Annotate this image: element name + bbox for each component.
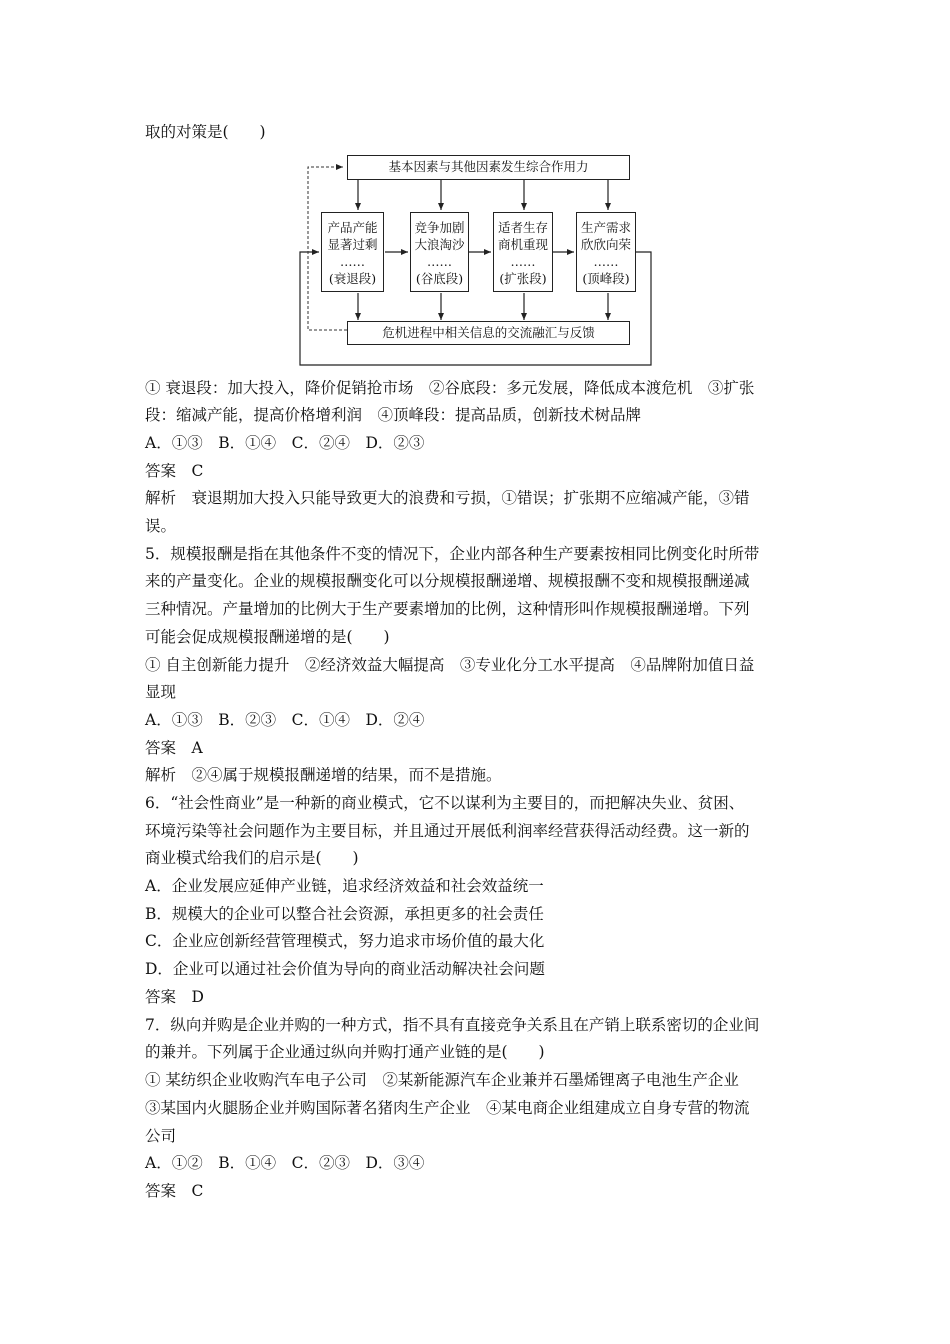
q5-stem-line2: 来的产量变化。企业的规模报酬变化可以分规模报酬递增、规模报酬不变和规模报酬递减 [145, 572, 750, 590]
stage-box-decline [321, 212, 384, 292]
q6-option-b: B．规模大的企业可以整合社会资源，承担更多的社会责任 [145, 905, 544, 923]
q6-option-d: D．企业可以通过社会价值为导向的商业活动解决社会问题 [145, 960, 545, 978]
q5-stem-line4: 可能会促成规模报酬递增的是( ) [145, 628, 390, 646]
q4-choices: A．①③ B．①④ C．②④ D．②③ [145, 434, 425, 452]
stage-line1: 适者生存 [497, 220, 548, 235]
q6-stem-line3: 商业模式给我们的启示是( ) [145, 849, 359, 867]
q4-analysis-line1: 解析 衰退期加大投入只能导致更大的浪费和亏损，①错误；扩张期不应缩减产能，③错 [145, 489, 750, 507]
economic-cycle-diagram [295, 150, 665, 370]
stage-line1: 竞争加剧 [414, 220, 465, 235]
q5-options-line2: 显现 [145, 683, 177, 701]
bottom-box [347, 321, 630, 345]
stage-line1: 产品产能 [327, 220, 378, 235]
stage-box-peak [576, 212, 636, 292]
q6-stem-line2: 环境污染等社会问题作为主要目标，并且通过开展低利润率经营获得活动经费。这一新的 [145, 822, 750, 840]
q6-option-a: A．企业发展应延伸产业链，追求经济效益和社会效益统一 [145, 877, 544, 895]
q4-options-line1: ① 衰退段：加大投入，降价促销抢市场 ②谷底段：多元发展，降低成本渡危机 ③扩张 [145, 379, 755, 397]
q6-answer: 答案 D [145, 988, 204, 1006]
q5-answer: 答案 A [145, 739, 203, 757]
q5-stem-line1: 5．规模报酬是指在其他条件不变的情况下，企业内部各种生产要素按相同比例变化时所带 [145, 545, 760, 563]
stage-box-expansion [493, 212, 553, 292]
q5-stem-line3: 三种情况。产量增加的比例大于生产要素增加的比例，这种情形叫作规模报酬递增。下列 [145, 600, 750, 618]
stage-name: (扩张段) [499, 271, 547, 286]
stage-line2: 显著过剩 [327, 237, 378, 252]
q6-stem-line1: 6．“社会性商业”是一种新的商业模式，它不以谋利为主要目的，而把解决失业、贫困、 [145, 794, 745, 812]
stage-box-trough [410, 212, 469, 292]
q7-options-line2: ③某国内火腿肠企业并购国际著名猪肉生产企业 ④某电商企业组建成立自身专营的物流 [145, 1099, 750, 1117]
q5-options-line1: ① 自主创新能力提升 ②经济效益大幅提高 ③专业化分工水平提高 ④品牌附加值日益 [145, 656, 755, 674]
stage-dots: …… [427, 254, 452, 269]
stage-dots: …… [340, 254, 365, 269]
q7-stem-line1: 7．纵向并购是企业并购的一种方式，指不具有直接竞争关系且在产销上联系密切的企业间 [145, 1016, 760, 1034]
stage-name: (顶峰段) [582, 271, 630, 286]
stage-name: (谷底段) [415, 271, 464, 286]
q4-stem-tail: 取的对策是( ) [145, 123, 266, 141]
stage-name: (衰退段) [328, 271, 377, 286]
q5-analysis: 解析 ②④属于规模报酬递增的结果，而不是措施。 [145, 766, 502, 784]
stage-line2: 大浪淘沙 [414, 237, 465, 252]
q4-analysis-line2: 误。 [145, 517, 177, 535]
q7-choices: A．①② B．①④ C．②③ D．③④ [145, 1154, 425, 1172]
stage-line1: 生产需求 [580, 220, 631, 235]
q7-stem-line2: 的兼并。下列属于企业通过纵向并购打通产业链的是( ) [145, 1043, 545, 1061]
top-box [347, 155, 630, 180]
top-box-label: 基本因素与其他因素发生综合作用力 [388, 159, 589, 174]
q6-option-c: C．企业应创新经营管理模式，努力追求市场价值的最大化 [145, 932, 545, 950]
stage-line2: 商机重现 [497, 237, 548, 252]
q7-answer: 答案 C [145, 1182, 204, 1200]
bottom-box-label: 危机进程中相关信息的交流融汇与反馈 [382, 325, 595, 340]
stage-dots: …… [593, 254, 619, 269]
q4-answer: 答案 C [145, 462, 204, 480]
q5-choices: A．①③ B．②③ C．①④ D．②④ [145, 711, 425, 729]
q7-options-line1: ① 某纺织企业收购汽车电子公司 ②某新能源汽车企业兼并石墨烯锂离子电池生产企业 [145, 1071, 739, 1089]
stage-dots: …… [510, 254, 536, 269]
q7-options-line3: 公司 [145, 1127, 177, 1145]
stage-line2: 欣欣向荣 [580, 237, 631, 252]
q4-options-line2: 段：缩减产能，提高价格增利润 ④顶峰段：提高品质，创新技术树品牌 [145, 406, 642, 424]
